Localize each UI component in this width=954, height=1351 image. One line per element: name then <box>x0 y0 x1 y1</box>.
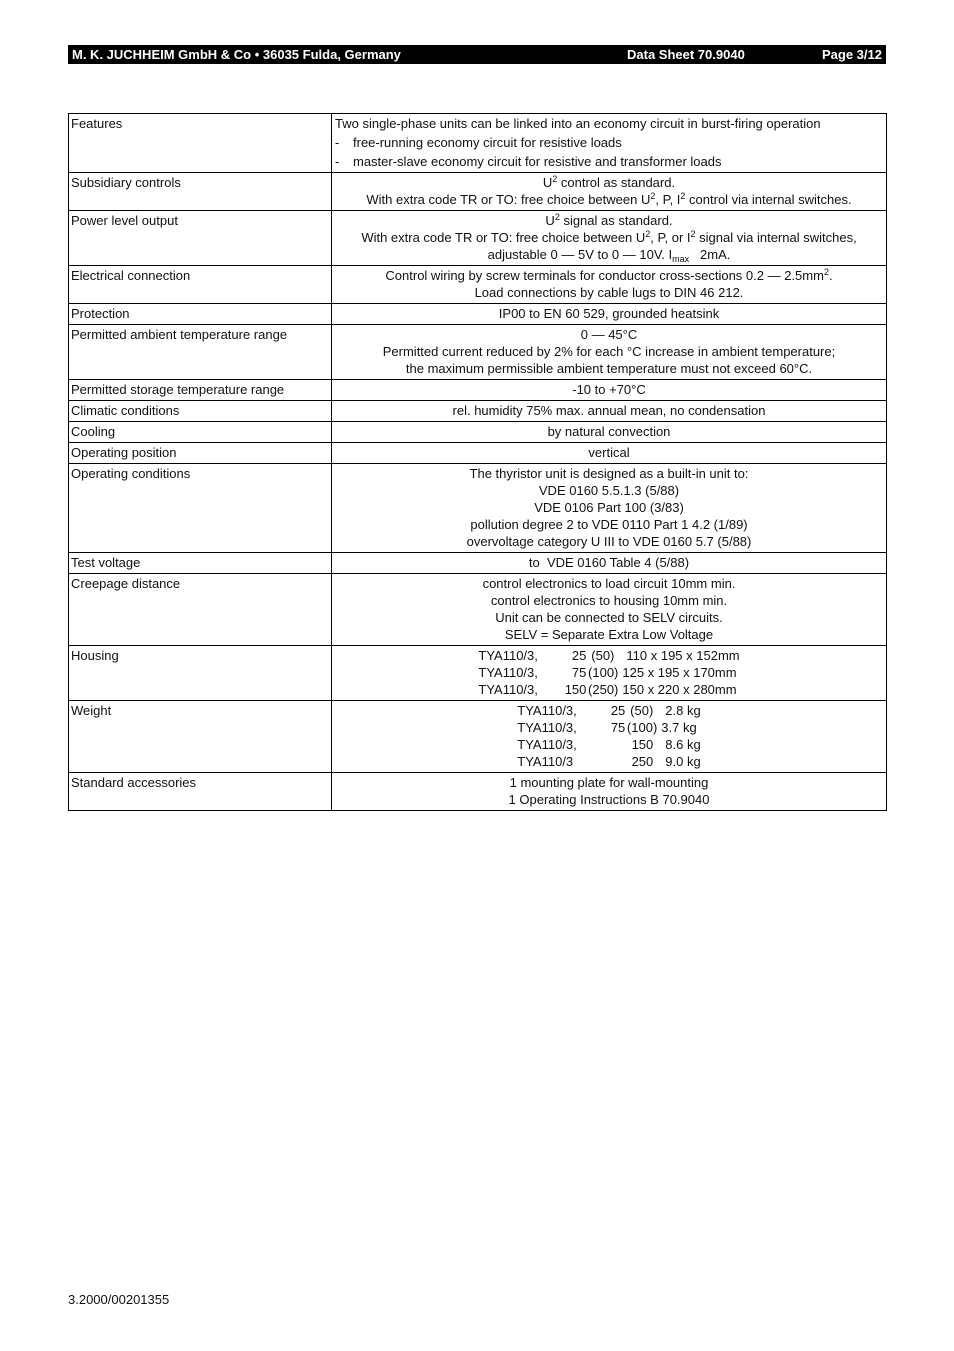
row-value <box>332 646 887 701</box>
table-row <box>69 443 887 464</box>
table-row <box>69 422 887 443</box>
row-label: Electrical connection <box>69 266 332 304</box>
table-row <box>69 701 887 773</box>
table-row <box>69 266 887 304</box>
document-code: 3.2000/00201355 <box>68 1292 170 1307</box>
list-item: - free-running economy circuit for resistive loads <box>335 135 622 150</box>
table-row <box>69 773 887 811</box>
page-number: Page 3/12 <box>822 47 882 62</box>
table-row <box>69 114 887 173</box>
row-value: to VDE 0160 Table 4 (5/88) <box>332 553 887 574</box>
table-row <box>69 325 887 380</box>
data-sheet-number: Data Sheet 70.9040 <box>627 47 745 62</box>
row-value <box>332 701 887 773</box>
table-row <box>69 646 887 701</box>
weight-list: TYA110/3, 25 (50) 2.8 kg TYA110/3, 75 (100) 3.7 kg TYA110/3, 150 8.6 kg TYA110/3 250 9.0 kg <box>517 703 701 769</box>
row-value: control electronics to load circuit 10mm min. control electronics to housing 10mm min. Unit can be connected to SELV circuits. SELV = Separate Extra Low Voltage <box>332 574 887 646</box>
row-label: Power level output <box>69 211 332 266</box>
row-value: IP00 to EN 60 529, grounded heatsink <box>332 304 887 325</box>
row-value: $U^2$ signal as standard. With extra code TR or TO: free choice between $U^2$, P, or $I^2$ signal via internal switches, adjustable 0 — 5V to 0 — 10V. $I_{max}$ 2mA. <box>332 211 887 266</box>
row-value: by natural convection <box>332 422 887 443</box>
row-value: 1 mounting plate for wall-mounting 1 Operating Instructions B 70.9040 <box>332 773 887 811</box>
table-row <box>69 401 887 422</box>
row-label: Features <box>69 114 332 173</box>
row-value <box>332 114 887 173</box>
row-value: $U^2$ control as standard. With extra code TR or TO: free choice between $U^2$, P, $I^2$ control via internal switches. <box>332 173 887 211</box>
table-row <box>69 211 887 266</box>
row-label: Test voltage <box>69 553 332 574</box>
row-label: Operating position <box>69 443 332 464</box>
specification-table <box>68 113 887 811</box>
row-label: Weight <box>69 701 332 773</box>
table-row <box>69 173 887 211</box>
table-row <box>69 464 887 553</box>
row-label: Housing <box>69 646 332 701</box>
row-value: rel. humidity 75% max. annual mean, no condensation <box>332 401 887 422</box>
row-label: Climatic conditions <box>69 401 332 422</box>
table-row <box>69 553 887 574</box>
row-label: Standard accessories <box>69 773 332 811</box>
row-value: The thyristor unit is designed as a built-in unit to: VDE 0160 5.5.1.3 (5/88) VDE 0106 Part 100 (3/83) pollution degree 2 to VDE 0110 Part 1 4.2 (1/89) overvoltage category U III to VDE 0160 5.7 (5/88) <box>332 464 887 553</box>
housing-dimensions: TYA110/3, 25 (50) 110 x 195 x 152mm TYA110/3, 75 (100) 125 x 195 x 170mm TYA110/3, 150 (250) 150 x 220 x 280mm <box>478 648 740 697</box>
row-value: -10 to +70°C <box>332 380 887 401</box>
list-item: - master-slave economy circuit for resistive and transformer loads <box>335 154 722 169</box>
table-row <box>69 380 887 401</box>
features-intro: Two single-phase units can be linked into an economy circuit in burst-firing operation <box>335 116 821 131</box>
row-label: Protection <box>69 304 332 325</box>
table-row <box>69 574 887 646</box>
row-value: 0 — 45°C Permitted current reduced by 2% for each °C increase in ambient temperature; the maximum permissible ambient temperature must not exceed 60°C. <box>332 325 887 380</box>
row-value: Control wiring by screw terminals for conductor cross-sections 0.2 — $2.5mm^2$. Load connections by cable lugs to DIN 46 212. <box>332 266 887 304</box>
company-name: M. K. JUCHHEIM GmbH & Co • 36035 Fulda, Germany <box>72 47 401 62</box>
row-label: Creepage distance <box>69 574 332 646</box>
row-label: Cooling <box>69 422 332 443</box>
page-header <box>68 45 886 64</box>
table-row <box>69 304 887 325</box>
row-label: Subsidiary controls <box>69 173 332 211</box>
row-label: Permitted storage temperature range <box>69 380 332 401</box>
row-label: Permitted ambient temperature range <box>69 325 332 380</box>
row-label: Operating conditions <box>69 464 332 553</box>
row-value: vertical <box>332 443 887 464</box>
